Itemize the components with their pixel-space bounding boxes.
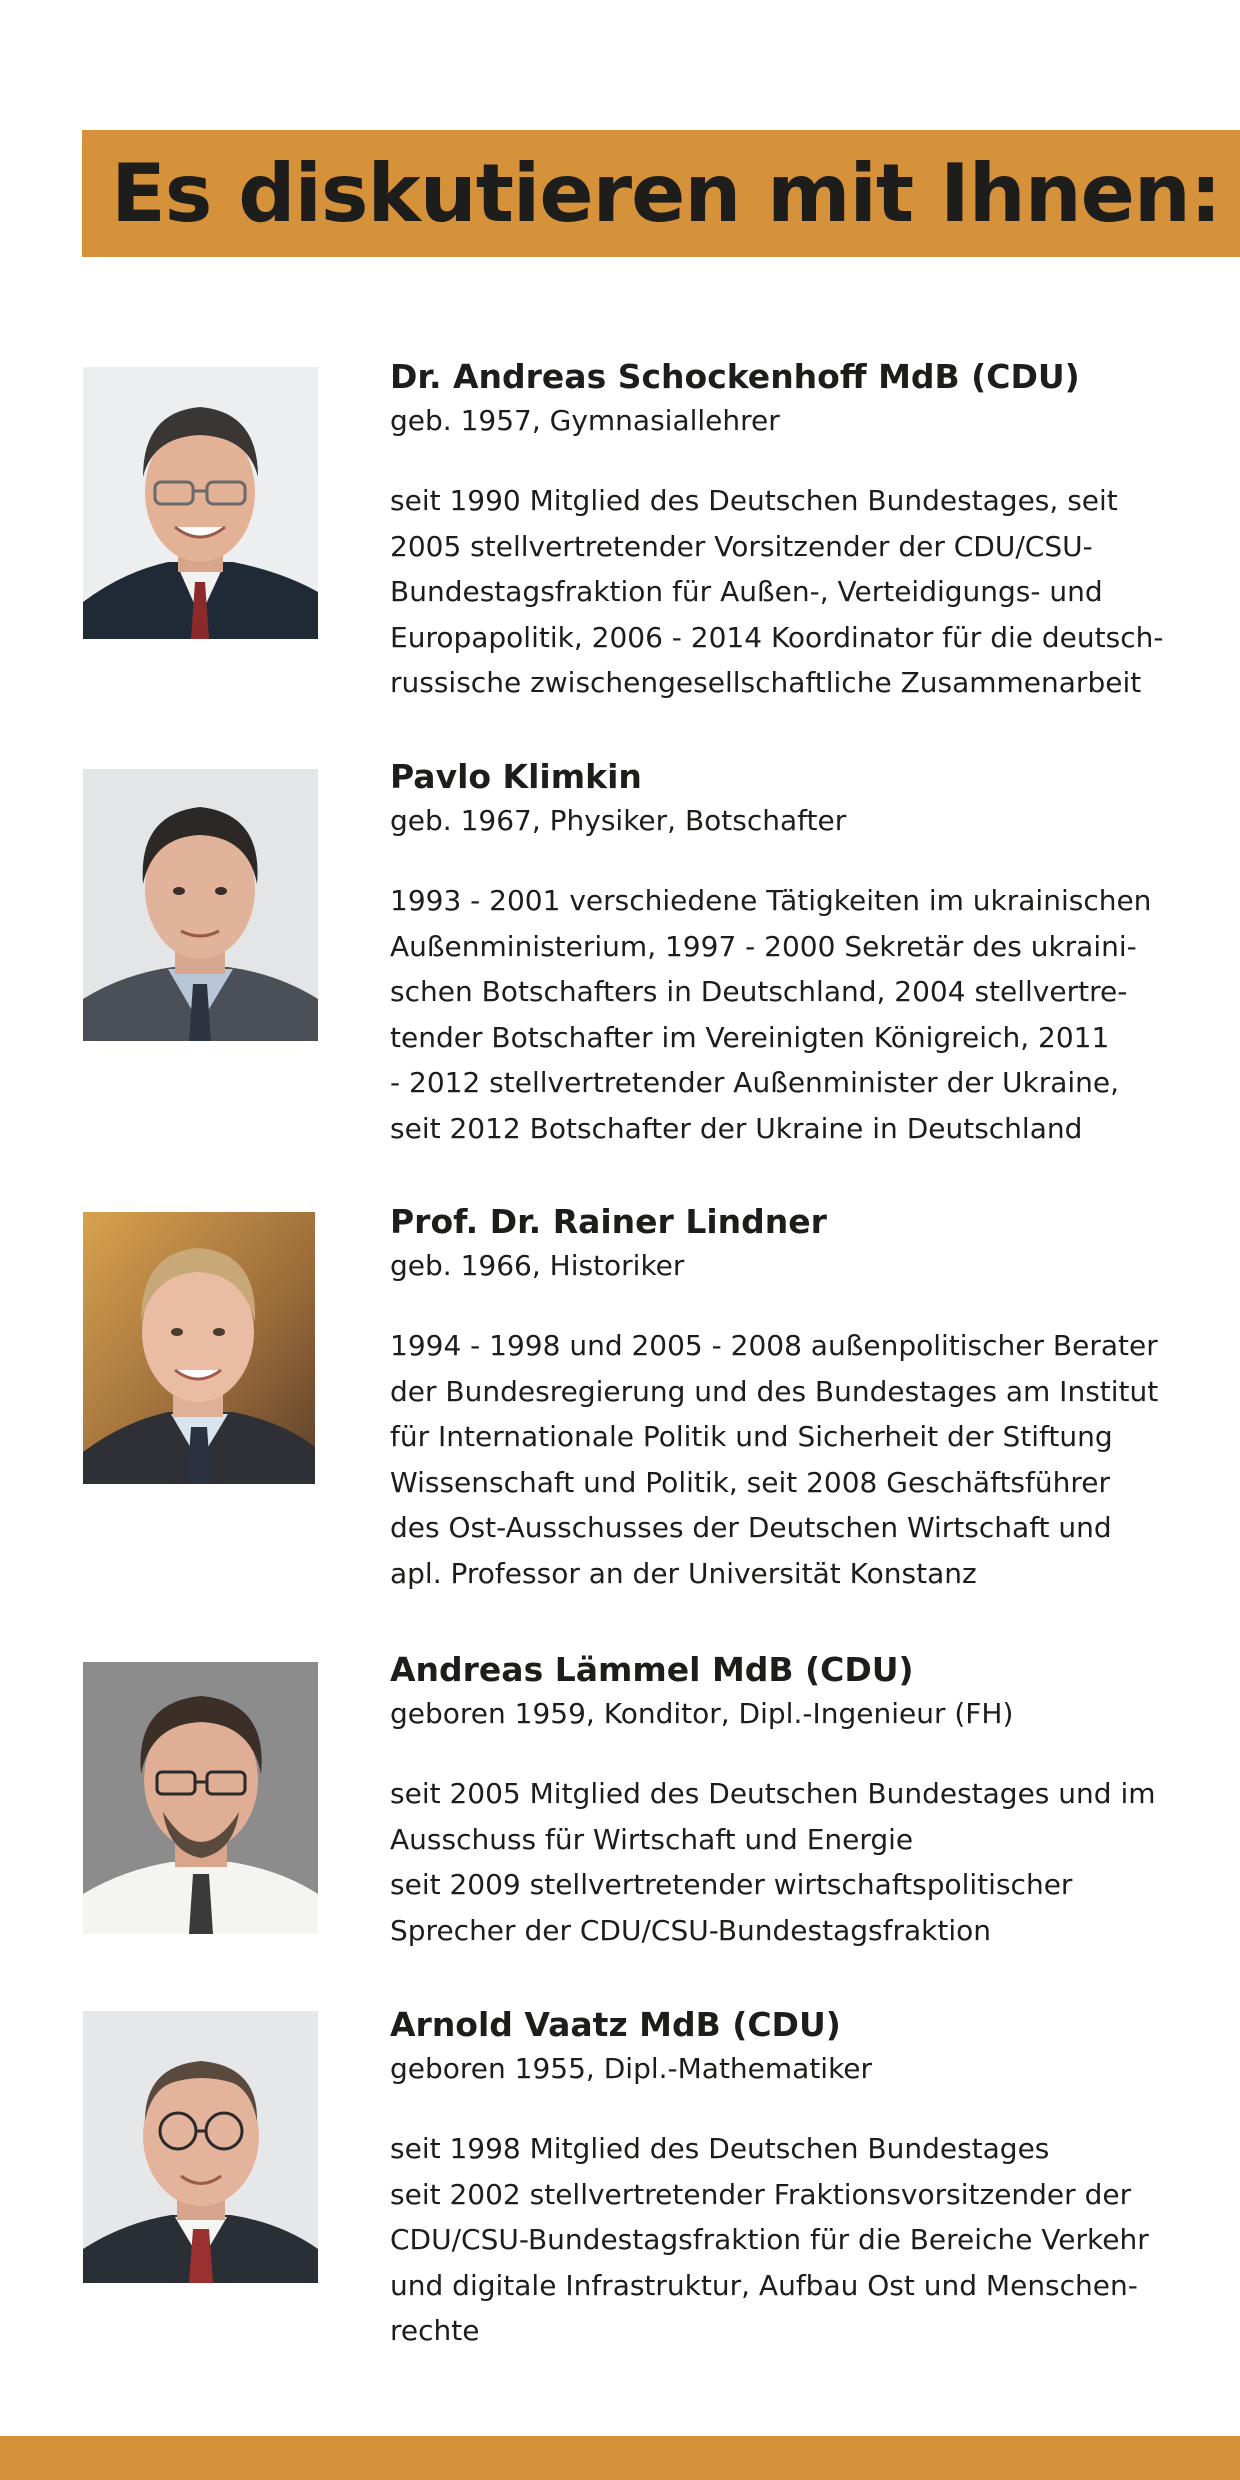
- portrait-photo: [83, 769, 318, 1041]
- bio-line: Sprecher der CDU/CSU-Bundestagsfraktion: [390, 1913, 991, 1947]
- bio-line: und digitale Infrastruktur, Aufbau Ost und Menschen-: [390, 2268, 1138, 2302]
- speaker-info: [390, 1648, 1190, 1953]
- bio-line: des Ost-Ausschusses der Deutschen Wirtschaft und: [390, 1511, 1112, 1545]
- speaker-birth: geboren 1959, Konditor, Dipl.-Ingenieur (FH): [390, 1697, 1014, 1730]
- portrait-photo: [83, 1662, 318, 1934]
- bio-line: seit 2005 Mitglied des Deutschen Bundestages und im: [390, 1777, 1156, 1810]
- bio-line: Bundestagsfraktion für Außen-, Verteidigungs- und: [390, 575, 1103, 609]
- bio-line: seit 1990 Mitglied des Deutschen Bundestages, seit: [390, 484, 1118, 517]
- bio-line: seit 2009 stellvertretender wirtschaftspolitischer: [390, 1868, 1073, 1902]
- bio-line: CDU/CSU-Bundestagsfraktion für die Bereiche Verkehr: [390, 2223, 1149, 2257]
- speaker-name: Prof. Dr. Rainer Lindner: [390, 1202, 827, 1241]
- speaker-bio: [390, 2126, 1190, 2354]
- bio-line: Europapolitik, 2006 - 2014 Koordinator für die deutsch-: [390, 620, 1164, 654]
- speaker-bio: [390, 1771, 1190, 1953]
- bio-line: Wissenschaft und Politik, seit 2008 Geschäftsführer: [390, 1465, 1111, 1499]
- footer-band: [0, 2436, 1240, 2480]
- header-band: [82, 130, 1240, 257]
- bio-line: 1994 - 1998 und 2005 - 2008 außenpolitischer Berater: [390, 1329, 1158, 1362]
- speaker-bio: [390, 1323, 1190, 1597]
- bio-line: Außenministerium, 1997 - 2000 Sekretär des ukraini-: [390, 929, 1137, 963]
- bio-line: seit 2002 stellvertretender Fraktionsvorsitzender der: [390, 2177, 1132, 2211]
- speaker-birth: geb. 1966, Historiker: [390, 1249, 685, 1282]
- bio-line: apl. Professor an der Universität Konstanz: [390, 1556, 977, 1590]
- speaker-birth: geboren 1955, Dipl.-Mathematiker: [390, 2052, 873, 2085]
- speaker-name: Andreas Lämmel MdB (CDU): [390, 1650, 914, 1689]
- bio-line: - 2012 stellvertretender Außenminister der Ukraine,: [390, 1066, 1120, 1100]
- portrait-photo: [83, 2011, 318, 2283]
- speaker-name: Arnold Vaatz MdB (CDU): [390, 2005, 841, 2044]
- speaker-name: Pavlo Klimkin: [390, 757, 642, 796]
- speaker-name: Dr. Andreas Schockenhoff MdB (CDU): [390, 357, 1080, 396]
- speaker-info: [390, 1200, 1190, 1597]
- bio-line: 2005 stellvertretender Vorsitzender der CDU/CSU-: [390, 529, 1093, 563]
- speaker-info: [390, 755, 1190, 1152]
- bio-line: schen Botschafters in Deutschland, 2004 stellvertre-: [390, 975, 1128, 1009]
- bio-line: tender Botschafter im Vereinigten Königreich, 2011: [390, 1020, 1110, 1054]
- page-title: Es diskutieren mit Ihnen:: [111, 147, 1221, 240]
- bio-line: Ausschuss für Wirtschaft und Energie: [390, 1822, 914, 1856]
- speaker-bio: [390, 478, 1190, 706]
- speaker-birth: geb. 1957, Gymnasiallehrer: [390, 404, 780, 437]
- bio-line: seit 2012 Botschafter der Ukraine in Deutschland: [390, 1111, 1083, 1145]
- bio-line: russische zwischengesellschaftliche Zusammenarbeit: [390, 666, 1142, 700]
- bio-line: 1993 - 2001 verschiedene Tätigkeiten im ukrainischen: [390, 884, 1152, 917]
- speaker-birth: geb. 1967, Physiker, Botschafter: [390, 804, 847, 837]
- portrait-photo: [83, 367, 318, 639]
- bio-line: für Internationale Politik und Sicherheit der Stiftung: [390, 1420, 1113, 1454]
- speaker-info: [390, 2003, 1190, 2354]
- bio-line: seit 1998 Mitglied des Deutschen Bundestages: [390, 2132, 1050, 2165]
- bio-line: rechte: [390, 2314, 480, 2348]
- speaker-info: [390, 355, 1190, 706]
- bio-line: der Bundesregierung und des Bundestages am Institut: [390, 1374, 1159, 1408]
- speaker-bio: [390, 878, 1190, 1152]
- portrait-photo: [83, 1212, 315, 1484]
